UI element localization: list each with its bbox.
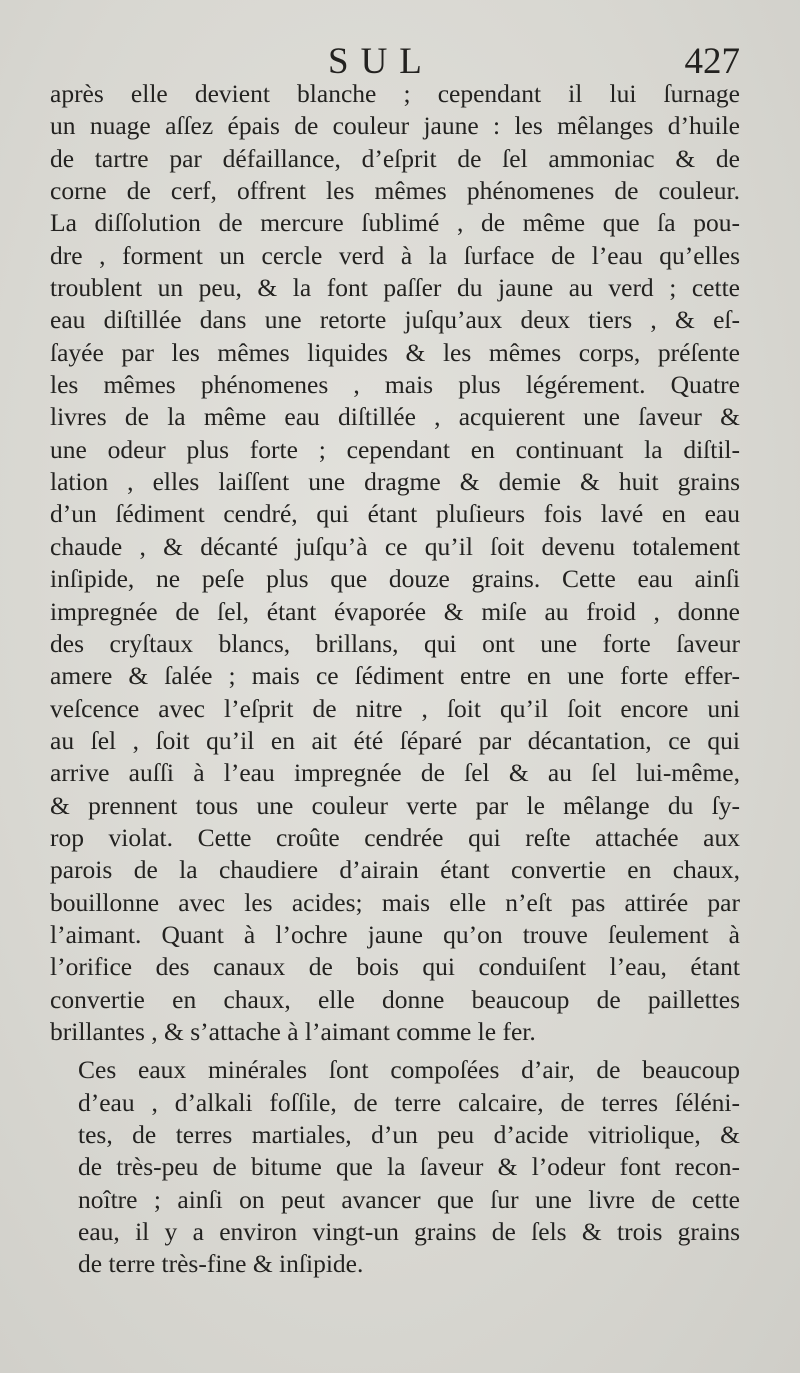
paragraph-1-line: eau diſtillée dans une retorte juſqu’aux deux tiers , & eſ-	[50, 305, 740, 335]
paragraph-1-line: chaude , & décanté juſqu’à ce qu’il ſoit devenu totalement	[50, 531, 740, 561]
paragraph-2-line: eau, il y a environ vingt-un grains de ſels & trois grains	[78, 1217, 740, 1247]
paragraph-1-line: ſayée par les mêmes liquides & les mêmes corps, préſente	[50, 337, 740, 367]
paragraph-2-line: de terre très-fine & inſipide.	[78, 1249, 364, 1279]
paragraph-1-line: amere & ſalée ; mais ce ſédiment entre en une forte effer-	[50, 661, 740, 691]
paragraph-1-line: arrive auſſi à l’eau impregnée de ſel & au ſel lui-même,	[50, 758, 740, 788]
paragraph-1-line: des cryſtaux blancs, brillans, qui ont une forte ſaveur	[50, 628, 740, 658]
paragraph-1-line: un nuage aſſez épais de couleur jaune : les mêlanges d’huile	[50, 111, 740, 141]
paragraph-1-line: rop violat. Cette croûte cendrée qui reſte attachée aux	[50, 822, 740, 852]
page-number: 427	[684, 41, 740, 82]
paragraph-2-line: Ces eaux minérales ſont compoſées d’air, de beaucoup	[78, 1055, 740, 1085]
paragraph-1-line: & prennent tous une couleur verte par le mêlange du ſy-	[50, 790, 740, 820]
paragraph-1-line: impregnée de ſel, étant évaporée & miſe au froid , donne	[50, 596, 740, 626]
body-text	[50, 78, 740, 1281]
paragraph-1-line: l’orifice des canaux de bois qui conduiſent l’eau, étant	[50, 952, 740, 982]
paragraph-1-line: de tartre par défaillance, d’eſprit de ſel ammoniac & de	[50, 143, 740, 173]
paragraph-1-line: corne de cerf, offrent les mêmes phénomenes de couleur.	[50, 176, 740, 206]
paragraph-1-line: une odeur plus forte ; cependant en continuant la diſtil-	[50, 434, 740, 464]
paragraph-2	[50, 1054, 740, 1280]
paragraph-2-line: de très-peu de bitume que la ſaveur & l’odeur font recon-	[78, 1152, 740, 1182]
paragraph-1-line: après elle devient blanche ; cependant il lui ſurnage	[50, 79, 740, 108]
paragraph-1-line: veſcence avec l’eſprit de nitre , ſoit qu’il ſoit encore uni	[50, 693, 740, 723]
paragraph-1-line: lation , elles laiſſent une dragme & demie & huit grains	[50, 467, 740, 497]
paragraph-1-line: livres de la même eau diſtillée , acquierent une ſaveur &	[50, 402, 740, 432]
running-head-title: SUL	[328, 41, 434, 82]
paragraph-1	[50, 78, 740, 1048]
paragraph-1-line: dre , forment un cercle verd à la ſurface de l’eau qu’elles	[50, 240, 740, 270]
paragraph-1-line: bouillonne avec les acides; mais elle n’eſt pas attirée par	[50, 887, 740, 917]
paragraph-1-line: brillantes , & s’attache à l’aimant comme le fer.	[50, 1016, 536, 1046]
paragraph-2-line: noître ; ainſi on peut avancer que ſur une livre de cette	[78, 1184, 740, 1214]
paragraph-1-line: inſipide, ne peſe plus que douze grains. Cette eau ainſi	[50, 564, 740, 594]
paragraph-1-line: parois de la chaudiere d’airain étant convertie en chaux,	[50, 855, 740, 885]
paragraph-1-line: l’aimant. Quant à l’ochre jaune qu’on trouve ſeulement à	[50, 919, 740, 949]
paragraph-1-line: au ſel , ſoit qu’il en ait été ſéparé par décantation, ce qui	[50, 725, 740, 755]
paragraph-1-line: La diſſolution de mercure ſublimé , de même que ſa pou-	[50, 208, 740, 238]
paragraph-1-line: les mêmes phénomenes , mais plus légérement. Quatre	[50, 370, 740, 400]
paragraph-1-line: troublent un peu, & la font paſſer du jaune au verd ; cette	[50, 273, 740, 303]
paragraph-2-line: tes, de terres martiales, d’un peu d’acide vitriolique, &	[78, 1120, 740, 1149]
paragraph-1-line: convertie en chaux, elle donne beaucoup de paillettes	[50, 984, 740, 1014]
paragraph-1-line: d’un ſédiment cendré, qui étant pluſieurs fois lavé en eau	[50, 499, 740, 529]
paragraph-2-line: d’eau , d’alkali foſſile, de terre calcaire, de terres ſéléni-	[78, 1087, 740, 1117]
